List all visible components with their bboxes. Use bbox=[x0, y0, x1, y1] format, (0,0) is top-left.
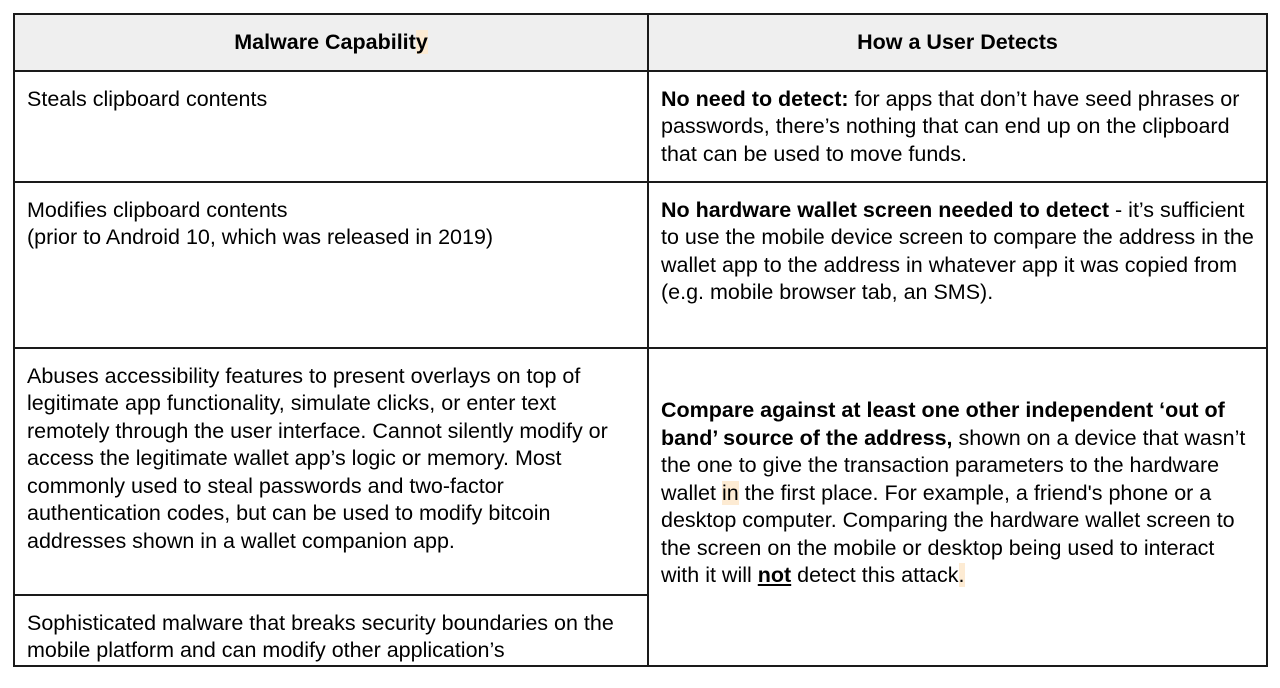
detection-text: detect this attack bbox=[791, 563, 959, 588]
detection-text: - it’s sufficient to use the mobile device screen to compare the address in the wallet app to the address in whatever app it was copied from (e.g. mobile browser tab, an SMS). bbox=[661, 197, 1254, 304]
capability-cell: Sophisticated malware that breaks security boundaries on the mobile platform and can modify other application’s bbox=[14, 595, 648, 666]
detection-bold-text: No need to detect: bbox=[661, 86, 849, 111]
table-row bbox=[14, 182, 1267, 348]
detection-text: for apps that don’t have seed phrases or passwords, there’s nothing that can end up on the clipboard that can be used to move funds. bbox=[661, 86, 1240, 166]
header-capability-text: Malware Capabilit bbox=[234, 30, 416, 54]
header-malware-capability bbox=[14, 14, 648, 71]
malware-capability-table bbox=[13, 13, 1268, 667]
highlighted-word: in bbox=[721, 480, 739, 505]
capability-cell: Steals clipboard contents bbox=[14, 71, 648, 182]
detection-text: the first place. For example, a friend's phone or a desktop computer. Comparing the hardware wallet screen to the screen on the mobile or desktop being used to interact with it will bbox=[661, 480, 1235, 588]
header-capability-highlight: y bbox=[415, 30, 428, 54]
detection-bold-text: No hardware wallet screen needed to detect bbox=[661, 197, 1110, 222]
capability-note: (prior to Android 10, which was released in 2019) bbox=[27, 225, 494, 249]
shared-detection-cell bbox=[648, 348, 1267, 666]
detection-bold-text: Compare against at least one other independent ‘out of band’ source of the address, bbox=[661, 398, 1225, 450]
detection-cell bbox=[648, 71, 1267, 182]
detection-text: shown on a device that wasn’t the one to give the transaction parameters to the hardware wallet bbox=[661, 425, 1246, 505]
highlighted-period: . bbox=[958, 563, 965, 588]
capability-cell bbox=[14, 182, 648, 348]
detection-cell bbox=[648, 182, 1267, 348]
capability-line: Modifies clipboard contents bbox=[27, 197, 288, 222]
header-row bbox=[14, 14, 1267, 71]
header-how-user-detects: How a User Detects bbox=[648, 14, 1267, 71]
underlined-not: not bbox=[757, 563, 792, 588]
table-row bbox=[14, 348, 1267, 595]
table-row bbox=[14, 71, 1267, 182]
capability-cell: Abuses accessibility features to present overlays on top of legitimate app functionality, simulate clicks, or enter text remotely through the user interface. Cannot silently modify or access the legitimate wallet app’s logic or memory. Most commonly used to steal passwords and two-factor authentication codes, but can be used to modify bitcoin addresses shown in a wallet companion app. bbox=[14, 348, 648, 595]
